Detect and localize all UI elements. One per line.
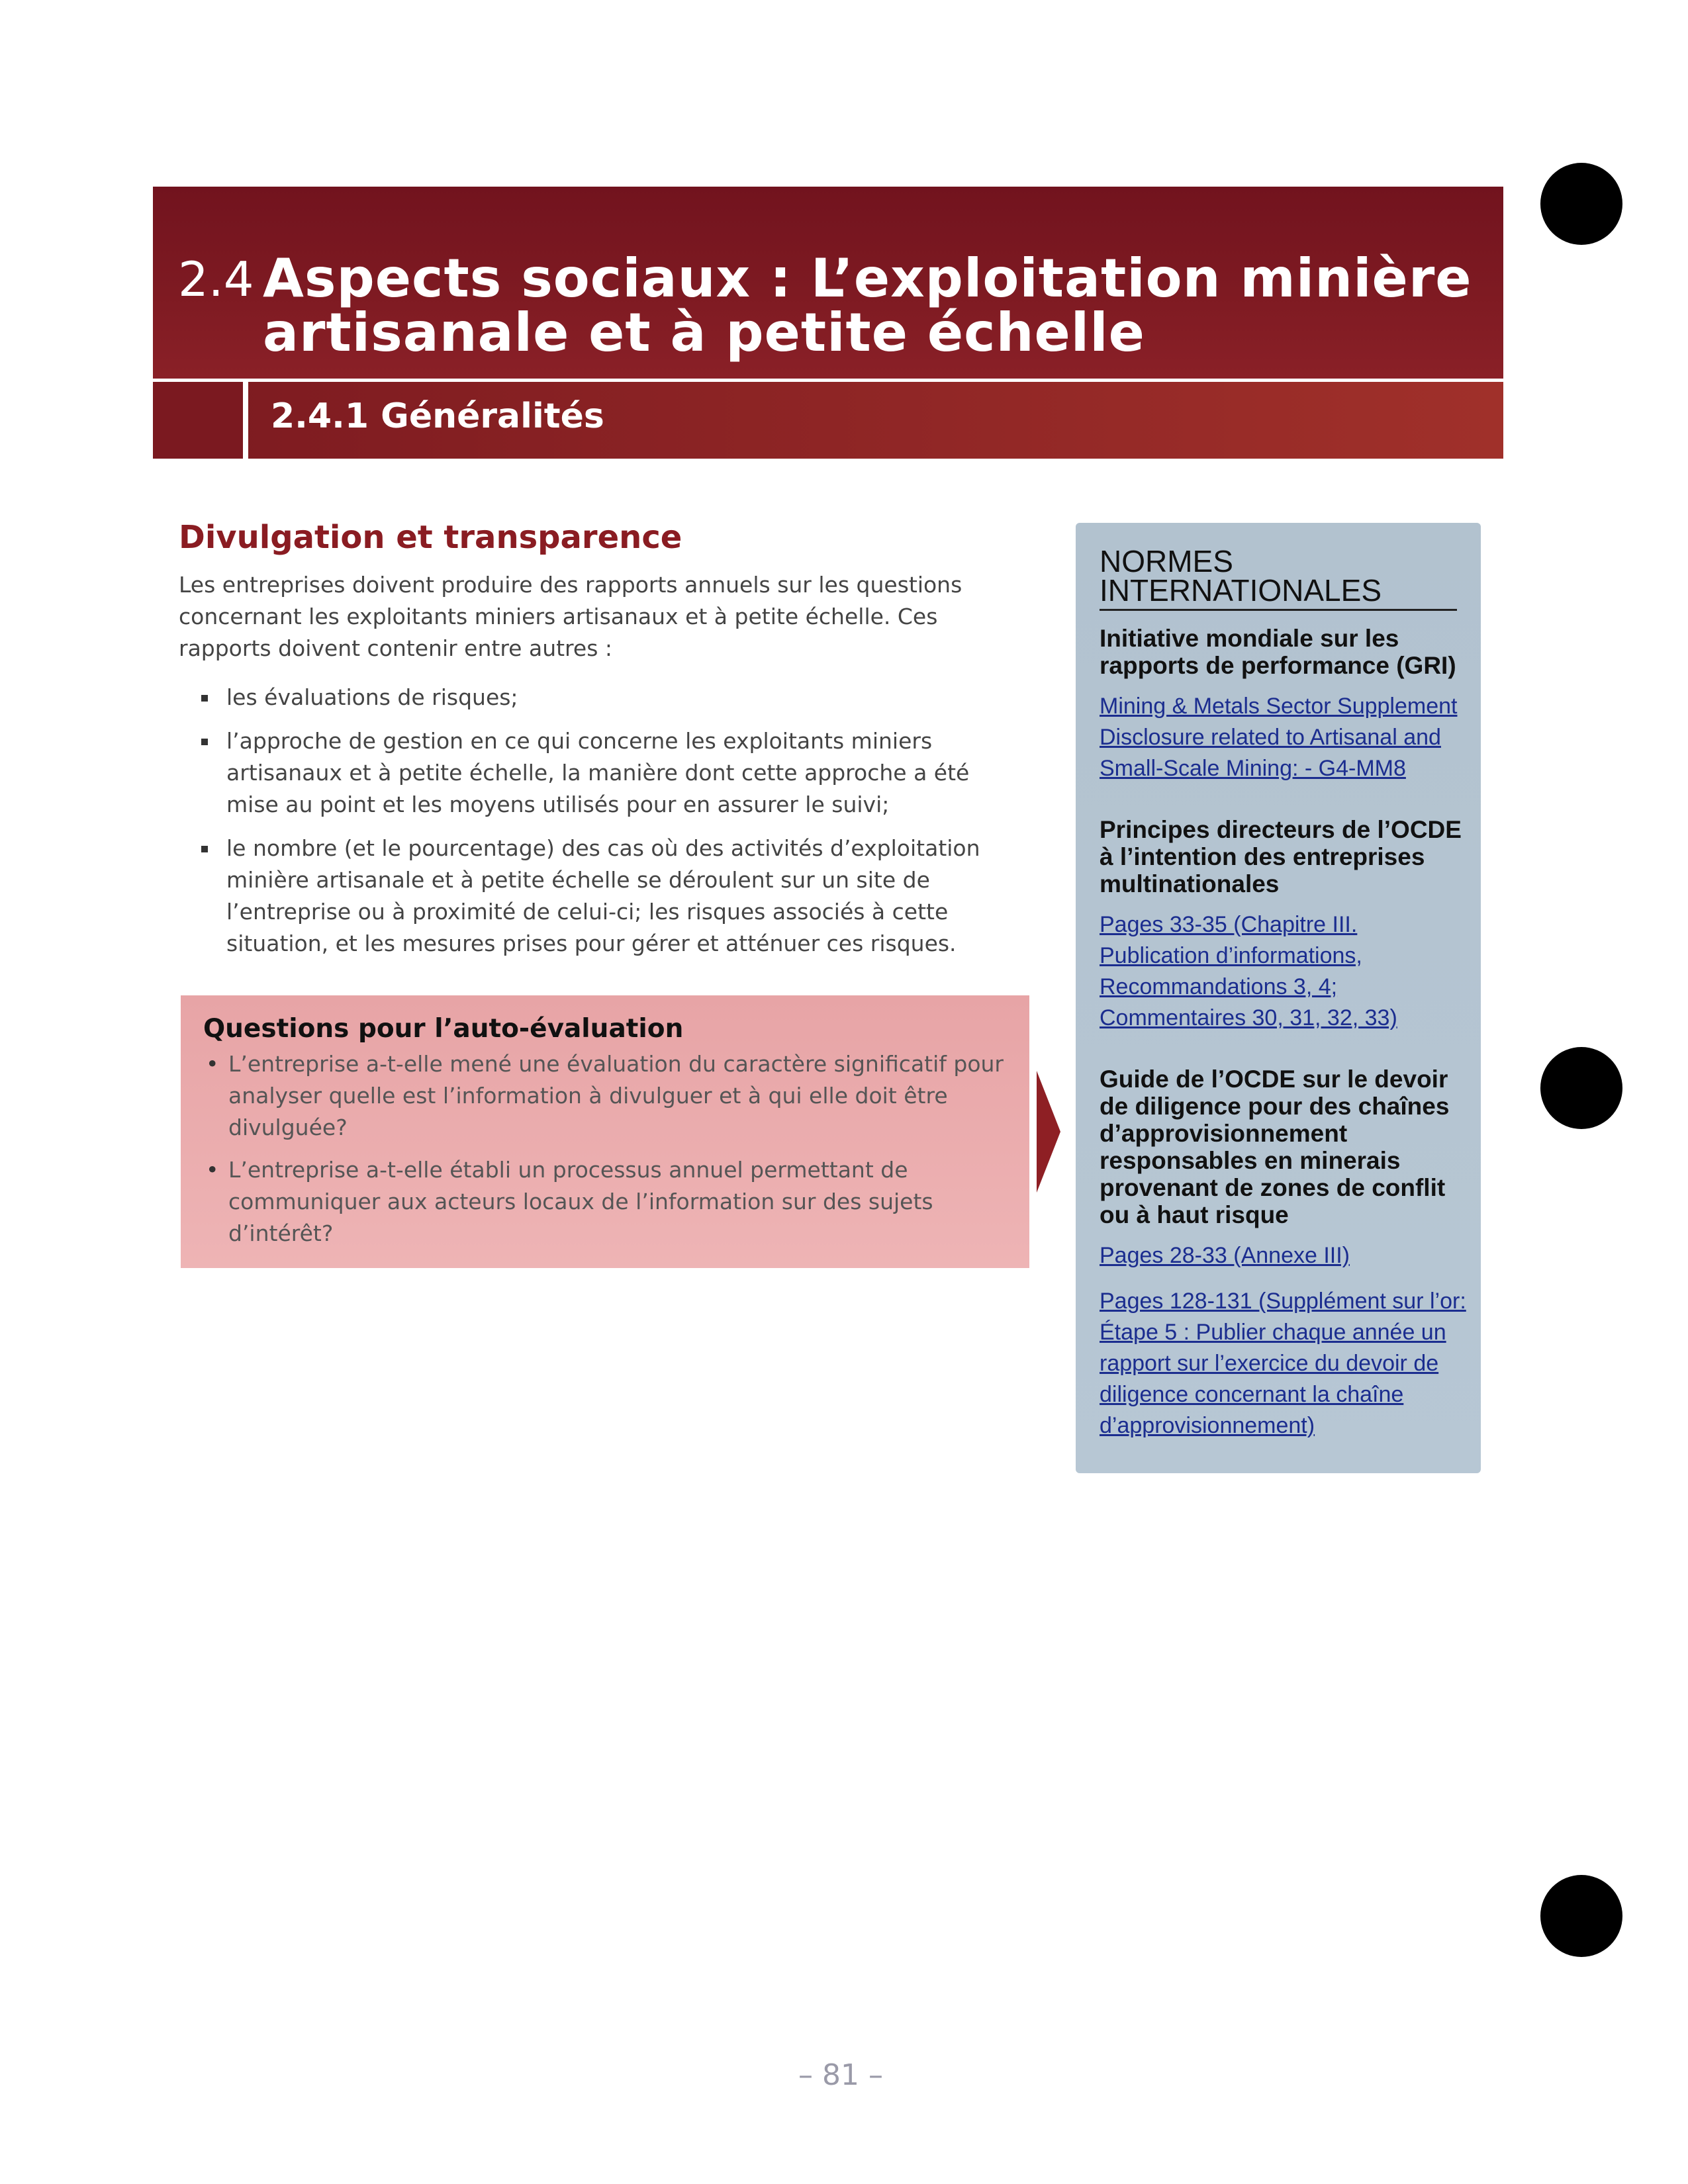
sidebar-body	[1100, 625, 1470, 1456]
sidebar-heading: NORMES INTERNATIONALES	[1100, 547, 1457, 611]
self-assessment-title: Questions pour l’auto-évaluation	[203, 1014, 684, 1044]
section-title-line-1: Aspects sociaux : L’exploitation minière	[263, 248, 1472, 309]
binder-hole	[1540, 1875, 1622, 1957]
list-item: l’approche de gestion en ce qui concerne les exploitants miniers artisanaux et à petite échelle, la manière dont cette approche a été mise au point et les moyens utilisés pour en assurer le suivi;	[199, 725, 1026, 821]
standard-link[interactable]: Pages 33-35 (Chapitre III. Publication d’informations, Recommandations 3, 4; Commentaires 30, 31, 32, 33)	[1100, 912, 1397, 1030]
section-number: 2.4	[178, 251, 254, 307]
standard-link[interactable]: Pages 28-33 (Annexe III)	[1100, 1243, 1350, 1268]
standards-sidebar	[1076, 523, 1481, 1473]
page-number: – 81 –	[798, 2058, 883, 2092]
question-item: • L’entreprise a-t-elle mené une évaluation du caractère significatif pour analyser quelle est l’information à divulguer et à qui elle doit être divulguée?	[203, 1048, 1011, 1144]
list-item: les évaluations de risques;	[199, 682, 1026, 713]
subsection-title: 2.4.1 Généralités	[271, 396, 604, 436]
section-title-band	[153, 187, 1503, 379]
standard-org: Guide de l’OCDE sur le devoir de diligence pour des chaînes d’approvisionnement responsables en minerais provenant de zones de conflit ou à haut risque	[1100, 1066, 1450, 1228]
section-title-line-2: artisanale et à petite échelle	[263, 302, 1145, 363]
binder-hole	[1540, 1047, 1622, 1129]
standard-link[interactable]: Mining & Metals Sector Supplement Disclosure related to Artisanal and Small-Scale Mining: - G4-MM8	[1100, 694, 1458, 781]
standard-link[interactable]: Pages 128-131 (Supplément sur l’or: Étape 5 : Publier chaque année un rapport sur l’exercice du devoir de diligence concernant la chaîne d’approvisionnement)	[1100, 1289, 1466, 1438]
self-assessment-box	[181, 995, 1029, 1268]
question-item: • L’entreprise a-t-elle établi un processus annuel permettant de communiquer aux acteurs locaux de l’information sur des sujets d’intérêt?	[203, 1154, 1011, 1250]
standard-org: Principes directeurs de l’OCDE à l’intention des entreprises multinationales	[1100, 816, 1462, 897]
intro-paragraph: Les entreprises doivent produire des rapports annuels sur les questions concernant les exploitants miniers artisanaux et à petite échelle. Ces rapports doivent contenir entre autres :	[179, 572, 962, 661]
subsection-divider	[243, 382, 248, 459]
list-item: le nombre (et le pourcentage) des cas où des activités d’exploitation minière artisanale et à petite échelle se déroulent sur un site de l’entreprise ou à proximité de celui-ci; les risques associés à cette situation, et les mesures prises pour gérer et atténuer ces risques.	[199, 833, 1026, 960]
question-list	[203, 1048, 1011, 1260]
binder-hole	[1540, 163, 1622, 245]
standard-org: Initiative mondiale sur les rapports de performance (GRI)	[1100, 625, 1456, 679]
subsection-marker	[153, 382, 243, 459]
arrow-right-icon	[1037, 1071, 1060, 1193]
disclosure-list	[199, 682, 1026, 972]
subsection-band	[153, 382, 1503, 459]
main-heading: Divulgation et transparence	[179, 519, 682, 556]
